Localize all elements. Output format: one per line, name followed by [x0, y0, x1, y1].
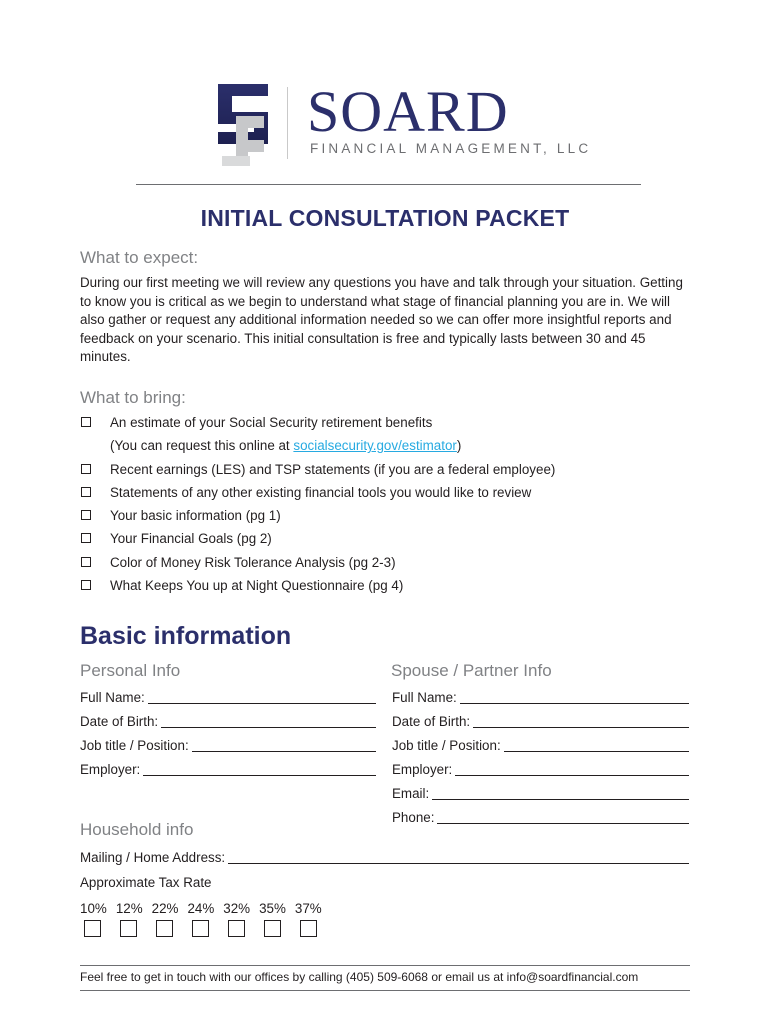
checkbox[interactable] [81, 557, 91, 567]
footer-rule-bottom [80, 990, 690, 991]
checklist-item [80, 576, 700, 599]
checklist-item-label: What Keeps You up at Night Questionnaire (pg 4) [110, 578, 404, 594]
tax-rate-option: 10% [80, 901, 107, 916]
field-line[interactable] [192, 737, 376, 752]
field-label: Mailing / Home Address: [80, 850, 226, 865]
spouse-email-field[interactable] [392, 783, 689, 803]
checklist-item [80, 529, 700, 552]
footer-contact: Feel free to get in touch with our offices by calling (405) 509-6068 or email us at info@soardfinancial.com [80, 970, 639, 984]
tax-rate-checkbox[interactable] [228, 920, 245, 937]
tax-rate-checkbox[interactable] [156, 920, 173, 937]
field-line[interactable] [148, 689, 376, 704]
household-info-heading: Household info [80, 820, 194, 839]
spouse-dob-field[interactable] [392, 711, 689, 731]
checklist-item-label: Recent earnings (LES) and TSP statements (if you are a federal employee) [110, 461, 556, 477]
checkbox[interactable] [81, 510, 91, 520]
tax-rate-checkbox[interactable] [120, 920, 137, 937]
personal-employer-field[interactable] [80, 759, 376, 779]
field-line[interactable] [504, 737, 689, 752]
checklist-item-label: Your basic information (pg 1) [110, 508, 281, 524]
field-label: Date of Birth: [80, 714, 159, 729]
expect-heading: What to expect: [80, 248, 199, 267]
field-line[interactable] [473, 713, 689, 728]
tax-rate-option: 35% [259, 901, 286, 916]
checklist-item [80, 506, 700, 529]
personal-full-name-field[interactable] [80, 687, 376, 707]
tax-rate-checkbox[interactable] [84, 920, 101, 937]
field-label: Email: [392, 786, 430, 801]
personal-job-field[interactable] [80, 735, 376, 755]
field-label: Job title / Position: [392, 738, 501, 753]
field-label: Phone: [392, 810, 435, 825]
logo-name: SOARD [307, 79, 509, 144]
spouse-employer-field[interactable] [392, 759, 689, 779]
checklist-item-label: Statements of any other existing financial tools you would like to review [110, 484, 532, 500]
checklist-item-label: Your Financial Goals (pg 2) [110, 531, 272, 547]
header-rule [136, 184, 641, 185]
field-label: Full Name: [80, 690, 145, 705]
personal-dob-field[interactable] [80, 711, 376, 731]
footer-rule-top [80, 965, 690, 966]
basic-info-heading: Basic information [80, 622, 292, 650]
note-prefix: (You can request this online at [110, 438, 294, 454]
tax-rate-label: Approximate Tax Rate [80, 875, 212, 890]
logo-subtitle: FINANCIAL MANAGEMENT, LLC [310, 141, 592, 156]
bring-heading: What to bring: [80, 388, 186, 407]
checklist-item [80, 460, 700, 483]
page-title: INITIAL CONSULTATION PACKET [200, 205, 570, 231]
spouse-info-heading: Spouse / Partner Info [391, 661, 552, 680]
field-label: Employer: [80, 762, 141, 777]
checkbox[interactable] [81, 464, 91, 474]
checklist-item [80, 553, 700, 576]
checklist-item [80, 483, 700, 506]
field-line[interactable] [161, 713, 376, 728]
bring-checklist [80, 413, 700, 599]
field-label: Job title / Position: [80, 738, 189, 753]
tax-rate-checkbox[interactable] [192, 920, 209, 937]
tax-rate-option: 22% [151, 901, 179, 916]
checklist-item-note [80, 436, 700, 459]
checklist-item-label: An estimate of your Social Security retirement benefits [110, 415, 433, 430]
field-line[interactable] [460, 689, 689, 704]
field-line[interactable] [143, 761, 376, 776]
tax-rate-option: 37% [294, 901, 322, 916]
tax-rate-option: 12% [115, 901, 143, 916]
field-label: Date of Birth: [392, 714, 471, 729]
spouse-phone-field[interactable] [392, 807, 689, 827]
checklist-item-label: Color of Money Risk Tolerance Analysis (pg 2-3) [110, 554, 396, 570]
field-label: Employer: [392, 762, 453, 777]
personal-info-heading: Personal Info [80, 661, 181, 680]
field-line[interactable] [437, 809, 689, 824]
estimator-link[interactable]: socialsecurity.gov/estimator [293, 438, 457, 454]
checkbox[interactable] [81, 580, 91, 590]
checkbox[interactable] [81, 533, 91, 543]
field-line[interactable] [455, 761, 689, 776]
checklist-item [80, 413, 700, 436]
field-line[interactable] [432, 785, 689, 800]
tax-rate-option: 32% [223, 901, 251, 916]
sf-monogram-icon [210, 82, 274, 168]
mailing-address-field[interactable] [80, 847, 689, 867]
tax-rate-checkbox[interactable] [300, 920, 317, 937]
tax-rate-checkbox[interactable] [264, 920, 281, 937]
logo-divider [287, 87, 288, 159]
tax-rate-option: 24% [187, 901, 215, 916]
field-line[interactable] [228, 849, 689, 864]
expect-paragraph: During our first meeting we will review any questions you have and talk through your situation. Getting to know you is critical as we begin to understand what stage of financial planning you are in. We will also gather or request any additional information needed so we can offer more insightful reports and feedback on your scenario. This initial consultation is free and typically lasts between 30 and 45 minutes. [80, 275, 683, 365]
checkbox[interactable] [81, 417, 91, 427]
checklist-item-note-text [110, 436, 461, 456]
tax-rate-options [80, 901, 331, 916]
spouse-full-name-field[interactable] [392, 687, 689, 707]
checkbox[interactable] [81, 487, 91, 497]
field-label: Full Name: [392, 690, 457, 705]
note-suffix: ) [456, 438, 462, 454]
spouse-job-field[interactable] [392, 735, 689, 755]
